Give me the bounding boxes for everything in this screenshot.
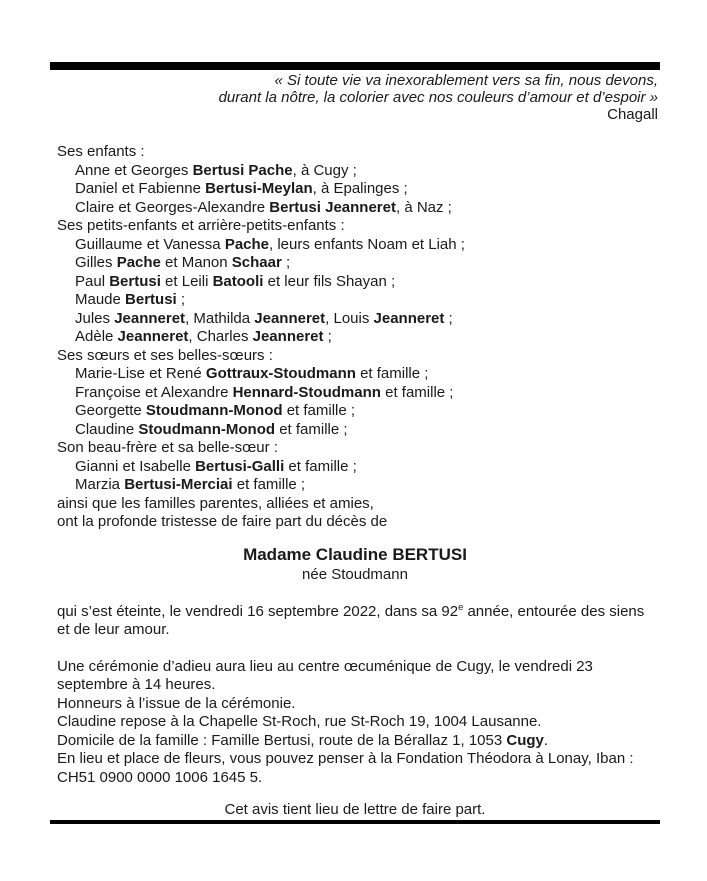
deceased-maiden-name: née Stoudmann	[302, 565, 408, 583]
plain-text: ;	[176, 291, 186, 308]
closing-line: ont la profonde tristesse de faire part du décès de	[57, 513, 388, 530]
family-section-header: Ses enfants :	[57, 143, 145, 160]
plain-text: Guillaume et Vanessa	[75, 235, 225, 253]
plain-text: , à Naz ;	[395, 198, 452, 216]
plain-text: Georgette	[75, 402, 146, 419]
closing-lines	[50, 495, 660, 532]
plain-text: , Louis	[325, 309, 374, 327]
family-entry	[57, 384, 655, 403]
quote-line: « Si toute vie va inexorablement vers sa fin, nous devons,	[274, 72, 658, 89]
plain-text: et Leili	[160, 272, 213, 290]
plain-text: , à Epalinges ;	[312, 180, 408, 197]
ceremony-paragraph	[57, 658, 655, 695]
family-section-header: Son beau-frère et sa belle-sœur :	[57, 439, 278, 456]
ceremony-details	[50, 658, 660, 788]
family-entry	[57, 199, 655, 218]
bold-text: Stoudmann-Monod	[145, 402, 283, 419]
plain-text: Une cérémonie d’adieu aura lieu au centre œcuménique de Cugy, le vendredi 23 septembre à 14 heures.	[57, 657, 593, 693]
plain-text: Honneurs à l’issue de la cérémonie.	[57, 694, 296, 712]
family-entry	[57, 328, 655, 347]
bold-text: Gottraux-Stoudmann	[205, 365, 356, 382]
plain-text: Jules	[75, 309, 115, 327]
ceremony-paragraph	[57, 750, 655, 787]
family-entry	[57, 421, 655, 440]
top-rule	[50, 62, 660, 70]
bold-text: Bertusi Jeanneret	[269, 198, 396, 216]
plain-text: ;	[281, 254, 291, 271]
bottom-rule	[50, 820, 660, 824]
plain-text: et famille ;	[275, 420, 348, 438]
plain-text: Françoise et Alexandre	[75, 383, 233, 401]
plain-text: Claudine	[75, 420, 139, 438]
plain-text: Maude	[75, 291, 126, 308]
ceremony-paragraph	[57, 713, 655, 732]
quote-attribution: Chagall	[607, 106, 658, 123]
family-entry	[57, 291, 655, 310]
plain-text: Claire et Georges-Alexandre	[75, 198, 270, 216]
bold-text: Bertusi-Merciai	[124, 476, 233, 493]
family-entry	[57, 273, 655, 292]
plain-text: année, entourée des siens et de leur amour.	[57, 602, 645, 638]
plain-text: qui s’est éteinte, le vendredi 16 septembre 2022, dans sa 92	[57, 602, 459, 620]
plain-text: , Mathilda	[185, 309, 255, 327]
family-entry	[57, 310, 655, 329]
bold-text: Hennard-Stoudmann	[232, 383, 381, 401]
plain-text: Marzia	[75, 476, 125, 493]
footer-notice: Cet avis tient lieu de lettre de faire part.	[224, 801, 486, 818]
plain-text: ;	[444, 309, 453, 327]
family-entry	[57, 180, 655, 199]
ceremony-paragraph	[57, 695, 655, 714]
plain-text: Daniel et Fabienne	[75, 180, 206, 197]
plain-text: , Charles	[188, 328, 253, 345]
bold-text: Jeanneret	[373, 309, 445, 327]
family-entry	[57, 476, 655, 495]
family-section-header: Ses sœurs et ses belles-sœurs :	[57, 346, 273, 364]
plain-text: , à Cugy ;	[292, 161, 357, 179]
family-entry	[57, 254, 655, 273]
bold-text: Pache	[224, 235, 270, 253]
plain-text: , leurs enfants Noam et Liah ;	[269, 235, 465, 253]
bold-text: Bertusi	[125, 291, 177, 308]
bold-text: Stoudmann-Monod	[138, 420, 276, 438]
plain-text: En lieu et place de fleurs, vous pouvez penser à la Fondation Théodora à Lonay, Iban : CH51 0900 0000 1006 1645 5.	[57, 750, 634, 786]
closing-line: ainsi que les familles parentes, alliées et amies,	[57, 494, 374, 512]
plain-text: Gianni et Isabelle	[75, 457, 196, 475]
family-entry	[57, 402, 655, 421]
plain-text: Adèle	[75, 328, 118, 345]
family-list	[50, 143, 660, 495]
plain-text: et famille ;	[282, 402, 356, 419]
bold-text: Bertusi	[109, 272, 161, 290]
bold-text: Jeanneret	[114, 309, 186, 327]
family-entry	[57, 365, 655, 384]
plain-text: et famille ;	[284, 457, 357, 475]
plain-text: ;	[323, 328, 332, 345]
bold-text: Jeanneret	[252, 328, 324, 345]
bold-text: Pache	[116, 254, 161, 271]
family-entry	[57, 236, 655, 255]
deceased-name: Madame Claudine BERTUSI	[243, 544, 467, 564]
plain-text: et famille ;	[232, 476, 306, 493]
bold-text: Jeanneret	[254, 309, 326, 327]
plain-text: Domicile de la famille : Famille Bertusi, route de la Bérallaz 1, 1053	[57, 731, 507, 749]
family-section-header: Ses petits-enfants et arrière-petits-enfants :	[57, 217, 345, 234]
quote-block	[50, 72, 660, 106]
plain-text: et Manon	[160, 254, 232, 271]
bold-text: Jeanneret	[117, 328, 189, 345]
bold-text: Bertusi Pache	[192, 161, 293, 179]
plain-text: et famille ;	[380, 383, 454, 401]
superscript-text: e	[458, 601, 464, 612]
plain-text: Anne et Georges	[75, 161, 193, 179]
bold-text: Bertusi-Galli	[195, 457, 285, 475]
quote-line: durant la nôtre, la colorier avec nos couleurs d’amour et d’espoir »	[218, 89, 658, 106]
bold-text: Bertusi-Meylan	[205, 180, 313, 197]
plain-text: Gilles	[75, 254, 117, 271]
family-entry	[57, 162, 655, 181]
bold-text: Cugy	[506, 731, 544, 749]
family-entry	[57, 458, 655, 477]
plain-text: et leur fils Shayan ;	[263, 272, 396, 290]
plain-text: Claudine repose à la Chapelle St-Roch, rue St-Roch 19, 1004 Lausanne.	[57, 713, 542, 730]
plain-text: .	[543, 731, 549, 749]
ceremony-paragraph	[57, 732, 655, 751]
bold-text: Batooli	[212, 272, 264, 290]
plain-text: Marie-Lise et René	[75, 365, 206, 382]
death-announcement-paragraph	[50, 598, 660, 640]
plain-text: et famille ;	[355, 365, 429, 382]
bold-text: Schaar	[231, 254, 282, 271]
deceased-block	[50, 544, 660, 585]
plain-text: Paul	[75, 272, 110, 290]
